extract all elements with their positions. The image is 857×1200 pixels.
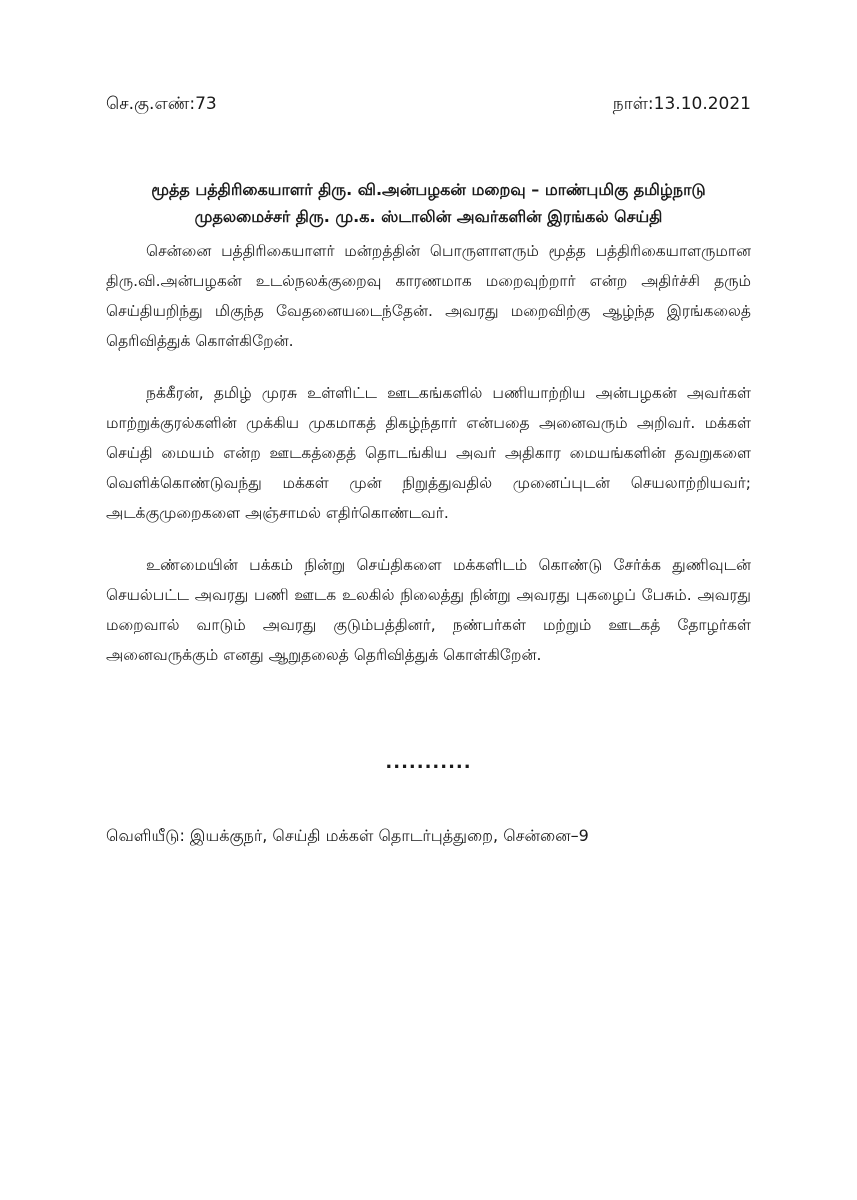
release-date: நாள்:13.10.2021 [612, 94, 751, 114]
paragraph-2: நக்கீரன், தமிழ் முரசு உள்ளிட்ட ஊடகங்களில் பணியாற்றிய அன்பழகன் அவர்கள் மாற்றுக்குரல்களின் முக்கிய முகமாகத் திகழ்ந்தார் என்பதை அனைவரும் அறிவர். மக்கள் செய்தி மையம் என்ற ஊடகத்தைத் தொடங்கிய அவர் அதிகார மையங்களின் தவறுகளை வெளிக்கொண்டுவந்து மக்கள் முன் நிறுத்துவதில் முனைப்புடன் செயலாற்றியவர்; அடக்குமுறைகளை அஞ்சாமல் எதிர்கொண்டவர். [106, 384, 751, 522]
paragraph-3: உண்மையின் பக்கம் நின்று செய்திகளை மக்களிடம் கொண்டு சேர்க்க துணிவுடன் செயல்பட்ட அவரது பணி ஊடக உலகில் நிலைத்து நின்று அவரது புகழைப் பேசும். அவரது மறைவால் வாடும் அவரது குடும்பத்தினர், நண்பர்கள் மற்றும் ஊடகத் தோழர்கள் அனைவருக்கும் எனது ஆறுதலைத் தெரிவித்துக் கொள்கிறேன். [106, 556, 751, 664]
header-row [106, 94, 751, 120]
body-text [106, 236, 751, 692]
paragraph-1: சென்னை பத்திரிகையாளர் மன்றத்தின் பொருளாளரும் மூத்த பத்திரிகையாளருமான திரு.வி.அன்பழகன் உடல்நலக்குறைவு காரணமாக மறைவுற்றார் என்ற அதிர்ச்சி தரும் செய்தியறிந்து மிகுந்த வேதனையடைந்தேன். அவரது மறைவிற்கு ஆழ்ந்த இரங்கலைத் தெரிவித்துக் கொள்கிறேன். [106, 242, 751, 350]
press-release-title [106, 176, 751, 230]
title-line-1: மூத்த பத்திரிகையாளர் திரு. வி.அன்பழகன் மறைவு – மாண்புமிகு தமிழ்நாடு [151, 180, 706, 199]
section-separator: ........... [385, 752, 472, 773]
footer-issued-by: வெளியீடு: இயக்குநர், செய்தி மக்கள் தொடர்புத்துறை, சென்னை–9 [106, 826, 589, 845]
release-number: செ.கு.எண்:73 [106, 94, 217, 114]
title-line-2: முதலமைச்சர் திரு. மு.க. ஸ்டாலின் அவர்களின் இரங்கல் செய்தி [194, 207, 663, 226]
